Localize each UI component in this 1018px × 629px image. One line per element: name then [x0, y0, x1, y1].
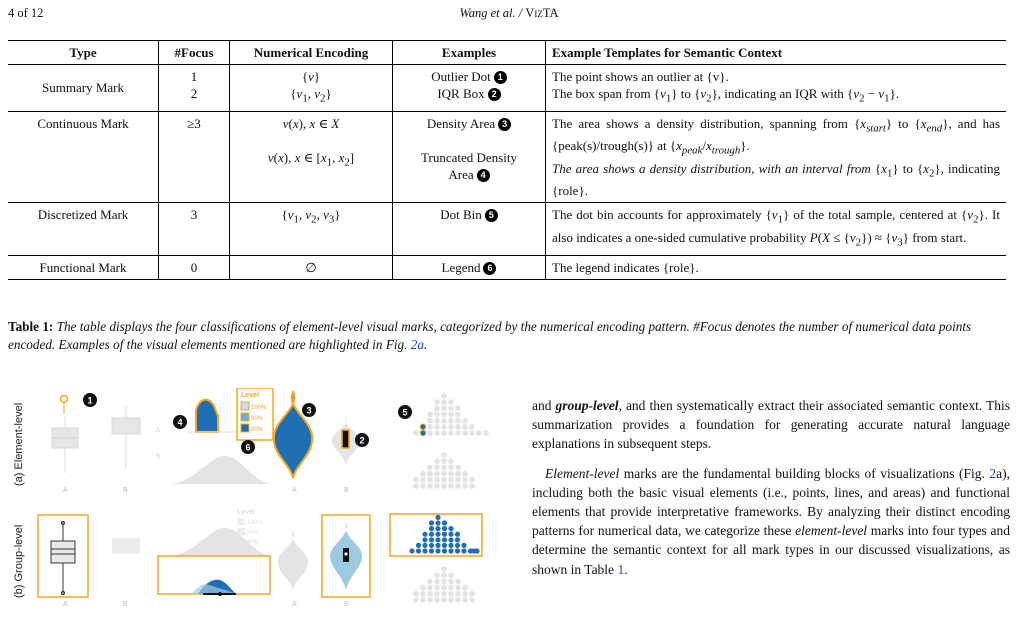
dot-mark — [469, 424, 475, 430]
dot-mark — [455, 424, 461, 430]
type-cell: Discretized Mark — [8, 203, 159, 255]
badge-1: 1 — [494, 71, 507, 84]
panel-b-boxplot — [38, 515, 140, 606]
svg-text:B: B — [123, 601, 128, 606]
badge-4: 4 — [477, 169, 490, 182]
svg-text:80%: 80% — [247, 540, 260, 546]
dot-mark — [448, 458, 454, 464]
dot-mark — [448, 465, 454, 471]
dot-mark — [409, 548, 414, 553]
dot-mark — [448, 412, 454, 418]
dot-mark — [441, 424, 447, 430]
dot-mark — [422, 537, 427, 542]
dot-mark — [435, 543, 440, 548]
dot-mark — [455, 597, 461, 603]
dot-mark — [413, 591, 419, 597]
panel-a-violin — [274, 392, 360, 494]
dot-mark — [471, 548, 476, 553]
dot-mark — [441, 405, 447, 411]
dot-mark — [448, 597, 454, 603]
dot-mark — [442, 543, 447, 548]
dot-mark — [455, 412, 461, 418]
dot-mark — [420, 585, 426, 591]
dot-mark — [448, 430, 454, 436]
encoding-cell: {v} {$v_1$, $v_2$} — [230, 65, 393, 112]
dot-mark — [448, 424, 454, 430]
dot-mark — [455, 537, 460, 542]
dot-mark — [483, 430, 489, 436]
dot-mark — [420, 471, 426, 477]
dot-mark — [455, 418, 461, 424]
examples-cell: Legend 6 — [393, 255, 546, 279]
dot-mark — [476, 430, 482, 436]
dot-mark — [435, 526, 440, 531]
page-number: 4 of 12 — [8, 6, 44, 20]
page-header — [8, 6, 1010, 22]
panel-b-density — [158, 509, 270, 596]
dot-mark — [455, 471, 461, 477]
dot-mark — [427, 579, 433, 585]
dot-mark — [434, 585, 440, 591]
dot-mark — [448, 585, 454, 591]
fig-2-link[interactable]: 2 — [989, 465, 997, 481]
dot-mark — [427, 418, 433, 424]
dot-mark — [435, 532, 440, 537]
dot-mark — [429, 526, 434, 531]
dot-mark — [427, 412, 433, 418]
encoding-cell: {$v_1$, $v_2$, $v_3$} — [230, 203, 393, 255]
dot-mark — [435, 537, 440, 542]
encoding-cell: ∅ — [230, 255, 393, 279]
dot-mark — [441, 458, 447, 464]
panel-a-boxplot — [52, 396, 140, 495]
dot-mark — [420, 483, 426, 489]
paragraph-1: and group-level, and then systematically extract their associated semantic context. This summarization provides a foundation for generating accurate natural language explanations in subsequent steps. — [532, 398, 1010, 452]
legend-title: Level — [241, 392, 259, 399]
dot-mark — [441, 465, 447, 471]
type-cell: Functional Mark — [8, 255, 159, 279]
dot-mark — [455, 477, 461, 483]
dot-mark — [434, 572, 440, 578]
dot-mark — [422, 543, 427, 548]
focus-cell: 3 — [159, 203, 230, 255]
focus-cell: 1 2 — [159, 65, 230, 112]
svg-text:A: A — [292, 487, 297, 494]
svg-text:90%: 90% — [247, 530, 260, 536]
panel-b-violin — [278, 515, 370, 606]
dot-mark — [434, 579, 440, 585]
dot-mark — [441, 477, 447, 483]
dot-mark — [434, 399, 440, 405]
table-caption: Table 1: The table displays the four classifications of element-level visual marks, categorized by the numerical encoding pattern. #Focus denotes the number of numerical data points encoded. Examples of the visual elements mentioned are highlighted in Fig. 2a. — [8, 319, 972, 352]
dot-mark — [413, 430, 419, 436]
dot-mark — [420, 597, 426, 603]
type-cell: Summary Mark — [42, 80, 124, 96]
svg-text:B: B — [344, 487, 349, 494]
dot-mark — [442, 532, 447, 537]
paragraph-2: Element-level marks are the fundamental building blocks of visualizations (Fig. 2a), including both the basic visual elements (i.e., points, lines, and areas) and functional elements that provide interpretative frameworks. By analyzing their distinct encoding patterns for numerical data, we categorize these element-level marks into four types and determine the semantic context for all mark types in our discussed visualizations, as shown in Table 1. — [532, 465, 1010, 577]
dot-mark — [441, 399, 447, 405]
dot-mark — [427, 465, 433, 471]
dot-mark — [429, 532, 434, 537]
dot-mark — [448, 471, 454, 477]
svg-text:B: B — [344, 601, 349, 606]
dot-mark — [427, 471, 433, 477]
dot-mark — [422, 532, 427, 537]
dot-mark — [448, 579, 454, 585]
dot-mark — [434, 591, 440, 597]
dot-mark — [448, 548, 453, 553]
dot-mark — [455, 585, 461, 591]
truncated-density-area — [196, 400, 218, 432]
dot-mark — [420, 430, 426, 436]
dot-mark — [434, 405, 440, 411]
dot-mark — [441, 430, 447, 436]
dot-mark — [462, 483, 468, 489]
dot-mark — [455, 405, 461, 411]
dot-mark — [434, 412, 440, 418]
dot-mark — [441, 483, 447, 489]
dot-mark — [448, 483, 454, 489]
panel-a-density — [156, 388, 273, 484]
table-1-link[interactable]: 1 — [617, 561, 625, 577]
dot-mark — [429, 543, 434, 548]
dot-mark — [427, 477, 433, 483]
badge-5: 5 — [485, 209, 498, 222]
focus-cell: 0 — [159, 255, 230, 279]
template-cell: The area shows a density distribution, spanning from $\{x_{start}\}$ to $\{x_{end}\}$, and has {peak(s)/trough(s)} at $\{x_{peak}/x_{trough}\}$. The area shows a density distribution, with an interval from $\{x_1\}$ to $\{x_2\}$, indicating {role}. — [546, 111, 1007, 203]
badge-3: 3 — [498, 118, 511, 131]
svg-text:6: 6 — [245, 442, 251, 453]
dot-mark — [469, 483, 475, 489]
svg-text:Level: Level — [237, 509, 255, 516]
dot-mark — [441, 452, 447, 458]
figure-svg — [8, 388, 526, 606]
dot-mark — [448, 537, 453, 542]
dot-mark — [434, 597, 440, 603]
dot-mark — [434, 424, 440, 430]
dot-mark — [427, 424, 433, 430]
dot-mark — [469, 591, 475, 597]
dot-mark — [455, 532, 460, 537]
template-cell: The point shows an outlier at {v}. The box span from $\{v_1\}$ to $\{v_2\}$, indicating an IQR with $\{v_2 - v_1\}$. — [546, 65, 1007, 112]
dot-mark — [442, 548, 447, 553]
dot-mark — [427, 483, 433, 489]
dot-mark — [455, 465, 461, 471]
body-text — [532, 396, 1010, 589]
badge-2: 2 — [488, 88, 501, 101]
dot-mark — [435, 520, 440, 525]
dot-mark — [427, 585, 433, 591]
dot-mark — [413, 597, 419, 603]
running-title: Wang et al. / VizTA — [459, 6, 559, 20]
dot-mark — [420, 591, 426, 597]
dot-mark — [462, 477, 468, 483]
dot-mark — [462, 418, 468, 424]
dot-mark — [448, 543, 453, 548]
dot-mark — [448, 532, 453, 537]
col-type-header: Type — [8, 41, 159, 65]
dot-mark — [427, 430, 433, 436]
dot-mark — [427, 591, 433, 597]
iqr-box — [342, 430, 349, 448]
dot-mark — [455, 548, 460, 553]
type-cell: Continuous Mark — [8, 111, 159, 203]
dot-mark — [448, 477, 454, 483]
svg-text:A: A — [63, 601, 68, 606]
dot-mark — [455, 430, 461, 436]
svg-text:A: A — [156, 428, 161, 434]
panel-b-dotplot — [409, 515, 479, 603]
svg-text:B: B — [156, 454, 161, 460]
row-label-element: (a) Element-level — [13, 402, 25, 486]
dot-mark — [429, 548, 434, 553]
template-cell: The dot bin accounts for approximately $\{v_1\}$ of the total sample, centered at $\{v_2\}$. It also indicates a one-sided cumulative probability $P(X \le \{v_2\}) \approx \{v_3\}$ from start. — [546, 203, 1007, 255]
dot-mark — [462, 591, 468, 597]
dot-mark — [462, 585, 468, 591]
dot-mark — [435, 548, 440, 553]
table-row — [8, 255, 1006, 279]
dot-mark — [441, 572, 447, 578]
dot-mark — [461, 548, 466, 553]
badge-6: 6 — [483, 262, 496, 275]
dot-mark — [429, 537, 434, 542]
examples-cell: Density Area 3 Truncated Density Area 4 — [393, 111, 546, 203]
panel-a-dotplot — [413, 393, 489, 489]
dot-mark — [429, 520, 434, 525]
dot-mark — [462, 597, 468, 603]
dot-mark — [448, 399, 454, 405]
col-templates-header: Example Templates for Semantic Context — [546, 41, 1007, 65]
col-examples-header: Examples — [393, 41, 546, 65]
dot-mark — [455, 543, 460, 548]
col-encoding-header: Numerical Encoding — [230, 41, 393, 65]
template-cell: The legend indicates {role}. — [546, 255, 1007, 279]
dot-mark — [420, 424, 426, 430]
dot-mark — [441, 597, 447, 603]
dot-mark — [434, 471, 440, 477]
dot-mark — [469, 477, 475, 483]
dot-mark — [416, 543, 421, 548]
dot-mark — [422, 548, 427, 553]
dot-mark — [455, 579, 461, 585]
fig-ref-link[interactable]: 2a — [410, 337, 424, 352]
dot-mark — [448, 526, 453, 531]
dot-mark — [462, 430, 468, 436]
dot-mark — [441, 471, 447, 477]
figure-2 — [8, 388, 526, 606]
svg-text:90%: 90% — [251, 416, 264, 422]
examples-cell: Outlier Dot 1 IQR Box 2 — [393, 65, 546, 112]
dot-mark — [469, 430, 475, 436]
svg-text:5: 5 — [402, 407, 408, 418]
svg-text:100%: 100% — [251, 405, 267, 411]
dot-mark — [434, 483, 440, 489]
axis-letter-a: A — [63, 487, 68, 494]
dot-mark — [441, 566, 447, 572]
dot-mark — [441, 412, 447, 418]
dot-mark — [441, 591, 447, 597]
svg-text:1: 1 — [87, 395, 93, 406]
dot-mark — [455, 591, 461, 597]
examples-cell: Dot Bin 5 — [393, 203, 546, 255]
dot-mark — [461, 543, 466, 548]
table-row — [8, 65, 1006, 112]
dot-mark — [441, 585, 447, 591]
dot-mark — [435, 515, 440, 520]
classification-table — [8, 40, 1006, 280]
axis-letter-b: B — [123, 487, 128, 494]
dot-mark — [462, 424, 468, 430]
table-row — [8, 203, 1006, 255]
focus-cell: ≥3 — [159, 111, 230, 203]
dot-mark — [434, 418, 440, 424]
outlier-dot — [61, 396, 68, 403]
table-row — [8, 111, 1006, 203]
row-label-group: (b) Group-level — [13, 524, 25, 598]
dot-mark — [427, 597, 433, 603]
svg-text:2: 2 — [359, 435, 365, 446]
dot-mark — [413, 483, 419, 489]
dot-mark — [469, 597, 475, 603]
dot-mark — [448, 418, 454, 424]
svg-text:3: 3 — [306, 405, 312, 416]
dot-mark — [434, 430, 440, 436]
dot-mark — [448, 572, 454, 578]
dot-mark — [441, 393, 447, 399]
svg-text:A: A — [292, 601, 297, 606]
dot-mark — [448, 405, 454, 411]
dot-mark — [434, 458, 440, 464]
dot-mark — [455, 483, 461, 489]
dot-mark — [434, 465, 440, 471]
dot-mark — [441, 418, 447, 424]
dot-mark — [442, 537, 447, 542]
dot-mark — [448, 591, 454, 597]
dot-mark — [416, 548, 421, 553]
dot-mark — [441, 579, 447, 585]
dot-mark — [462, 471, 468, 477]
svg-text:100%: 100% — [247, 520, 263, 526]
encoding-cell: v(x), x ∈ X v(x), x ∈ [$x_1$, $x_2$] — [230, 111, 393, 203]
dot-mark — [420, 477, 426, 483]
table-header-row — [8, 41, 1006, 65]
col-focus-header: #Focus — [159, 41, 230, 65]
svg-text:4: 4 — [177, 417, 183, 428]
dot-mark — [442, 520, 447, 525]
dot-mark — [434, 477, 440, 483]
dot-mark — [442, 526, 447, 531]
dot-mark — [413, 477, 419, 483]
svg-text:80%: 80% — [251, 427, 264, 433]
